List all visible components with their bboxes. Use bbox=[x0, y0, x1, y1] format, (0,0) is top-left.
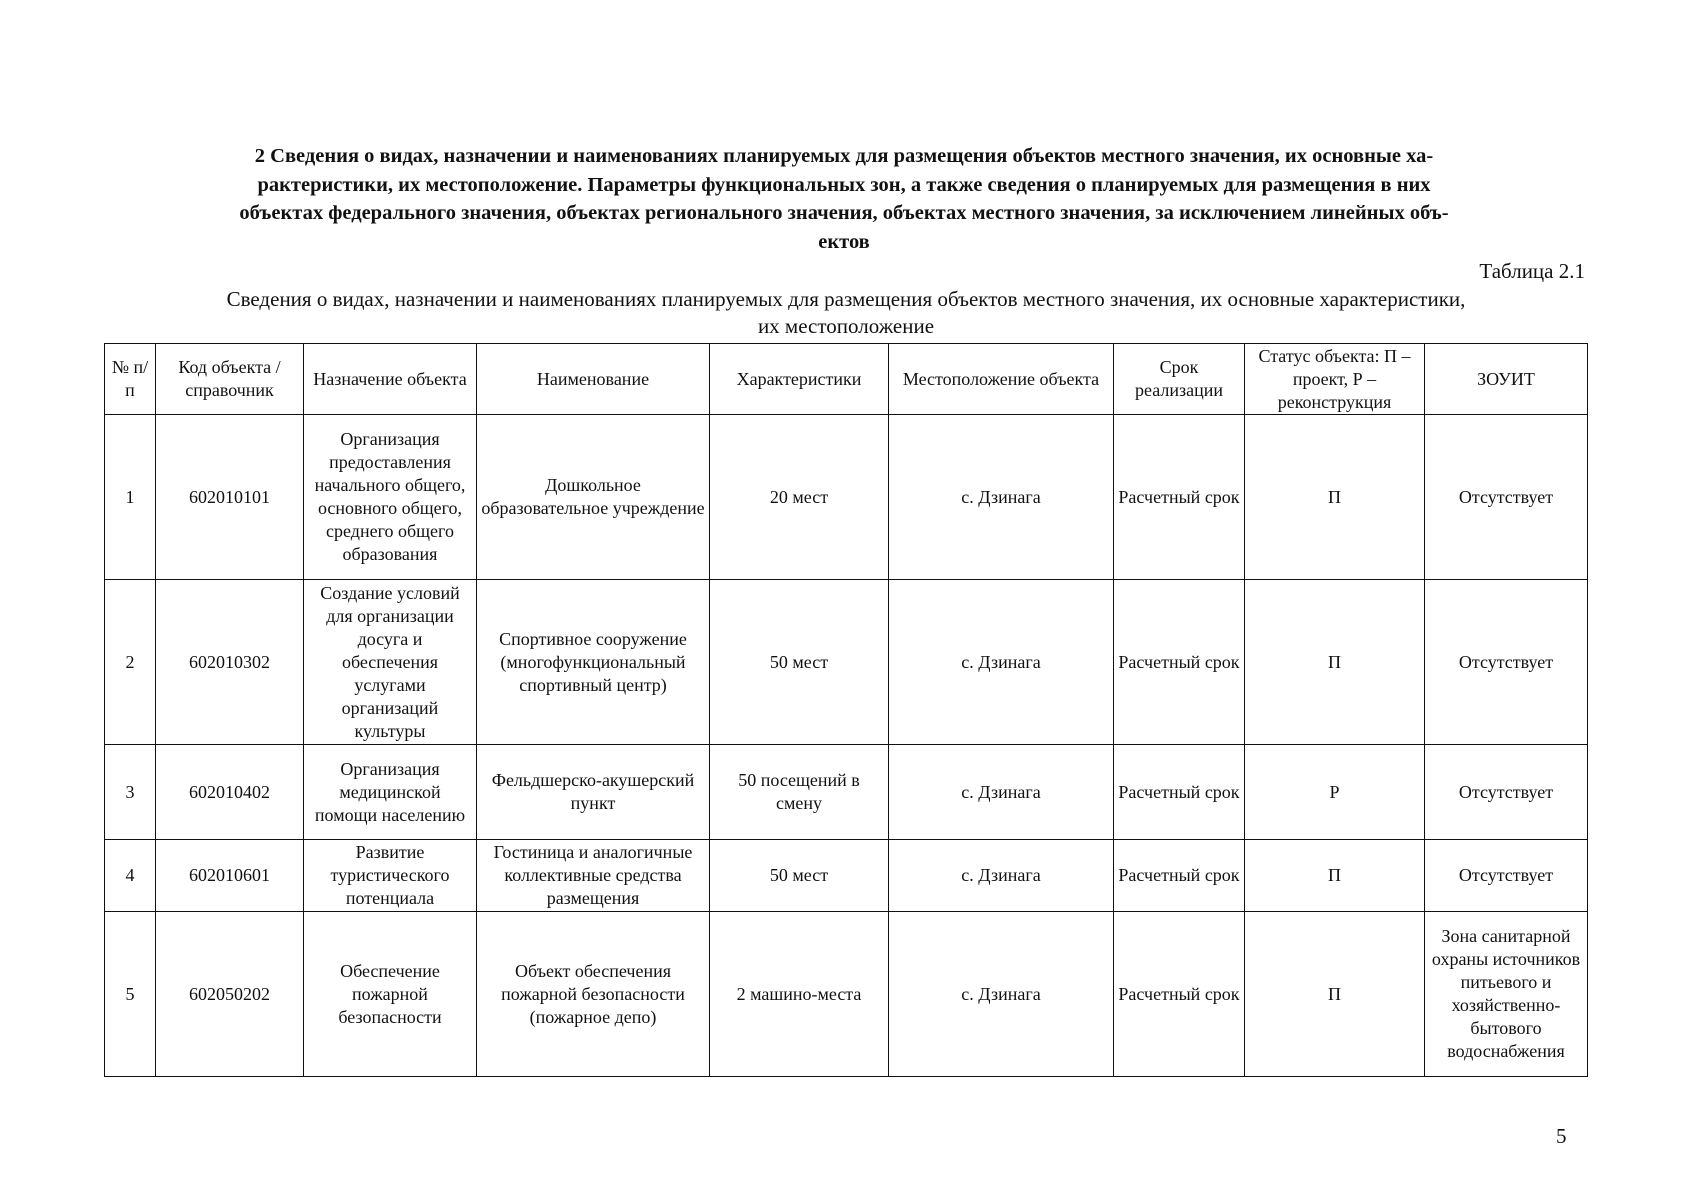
cell-purpose: Обеспечение пожарной безопасности bbox=[304, 912, 477, 1077]
header-location: Местоположение объекта bbox=[889, 344, 1114, 415]
cell-code: 602010402 bbox=[156, 745, 304, 840]
cell-name: Фельдшерско-акушерский пункт bbox=[477, 745, 710, 840]
page-number: 5 bbox=[1556, 1124, 1567, 1148]
cell-code: 602010302 bbox=[156, 580, 304, 745]
table-label: Таблица 2.1 bbox=[1479, 259, 1585, 283]
cell-characteristics: 50 мест bbox=[710, 580, 889, 745]
cell-num: 2 bbox=[105, 580, 156, 745]
cell-code: 602050202 bbox=[156, 912, 304, 1077]
cell-zouit: Зона санитарной охраны источников питьевого и хозяйственно-бытового водоснабжения bbox=[1425, 912, 1588, 1077]
cell-zouit: Отсутствует bbox=[1425, 745, 1588, 840]
header-zouit: ЗОУИТ bbox=[1425, 344, 1588, 415]
cell-location: с. Дзинага bbox=[889, 912, 1114, 1077]
table-row bbox=[105, 912, 1588, 1077]
cell-characteristics: 20 мест bbox=[710, 415, 889, 580]
table-caption bbox=[104, 286, 1588, 340]
table-row bbox=[105, 415, 1588, 580]
heading-line: объектах федерального значения, объектах регионального значения, объектах местного значения, за исключением линейных объ- bbox=[239, 202, 1449, 224]
cell-name: Объект обеспечения пожарной безопасности (пожарное депо) bbox=[477, 912, 710, 1077]
heading-line: 2 Сведения о видах, назначении и наименованиях планируемых для размещения объектов местного значения, их основные ха- bbox=[254, 145, 1434, 167]
objects-table bbox=[104, 343, 1588, 1077]
header-status: Статус объекта: П – проект, Р – реконструкция bbox=[1245, 344, 1425, 415]
cell-term: Расчетный срок bbox=[1114, 745, 1245, 840]
cell-location: с. Дзинага bbox=[889, 840, 1114, 912]
header-term: Срок реализации bbox=[1114, 344, 1245, 415]
header-purpose: Назначение объекта bbox=[304, 344, 477, 415]
cell-location: с. Дзинага bbox=[889, 580, 1114, 745]
caption-line: их местоположение bbox=[757, 314, 935, 338]
cell-status: П bbox=[1245, 840, 1425, 912]
cell-zouit: Отсутствует bbox=[1425, 580, 1588, 745]
cell-code: 602010101 bbox=[156, 415, 304, 580]
cell-characteristics: 50 мест bbox=[710, 840, 889, 912]
heading-line: ектов bbox=[818, 230, 870, 253]
cell-code: 602010601 bbox=[156, 840, 304, 912]
section-heading bbox=[104, 142, 1584, 256]
cell-zouit: Отсутствует bbox=[1425, 415, 1588, 580]
header-row bbox=[105, 344, 1588, 415]
cell-term: Расчетный срок bbox=[1114, 415, 1245, 580]
cell-status: П bbox=[1245, 580, 1425, 745]
cell-location: с. Дзинага bbox=[889, 415, 1114, 580]
table-row bbox=[105, 580, 1588, 745]
caption-line: Сведения о видах, назначении и наименованиях планируемых для размещения объектов местного значения, их основные характеристики, bbox=[226, 287, 1466, 311]
cell-name: Дошкольное образовательное учреждение bbox=[477, 415, 710, 580]
header-code: Код объекта / справочник bbox=[156, 344, 304, 415]
cell-location: с. Дзинага bbox=[889, 745, 1114, 840]
header-characteristics: Характеристики bbox=[710, 344, 889, 415]
cell-term: Расчетный срок bbox=[1114, 580, 1245, 745]
header-num: № п/п bbox=[105, 344, 156, 415]
cell-characteristics: 2 машино-места bbox=[710, 912, 889, 1077]
cell-num: 3 bbox=[105, 745, 156, 840]
cell-num: 5 bbox=[105, 912, 156, 1077]
cell-purpose: Организация предоставления начального общего, основного общего, среднего общего образования bbox=[304, 415, 477, 580]
cell-name: Гостиница и аналогичные коллективные средства размещения bbox=[477, 840, 710, 912]
cell-purpose: Создание условий для организации досуга и обеспечения услугами организаций культуры bbox=[304, 580, 477, 745]
cell-zouit: Отсутствует bbox=[1425, 840, 1588, 912]
cell-name: Спортивное сооружение (многофункциональный спортивный центр) bbox=[477, 580, 710, 745]
heading-line: рактеристики, их местоположение. Параметры функциональных зон, а также сведения о планируемых для размещения в них bbox=[257, 173, 1431, 196]
cell-term: Расчетный срок bbox=[1114, 912, 1245, 1077]
cell-num: 1 bbox=[105, 415, 156, 580]
cell-status: П bbox=[1245, 415, 1425, 580]
cell-status: Р bbox=[1245, 745, 1425, 840]
header-name: Наименование bbox=[477, 344, 710, 415]
cell-status: П bbox=[1245, 912, 1425, 1077]
cell-num: 4 bbox=[105, 840, 156, 912]
table-row bbox=[105, 745, 1588, 840]
table-row bbox=[105, 840, 1588, 912]
cell-characteristics: 50 посещений в смену bbox=[710, 745, 889, 840]
cell-purpose: Организация медицинской помощи населению bbox=[304, 745, 477, 840]
cell-purpose: Развитие туристического потенциала bbox=[304, 840, 477, 912]
cell-term: Расчетный срок bbox=[1114, 840, 1245, 912]
